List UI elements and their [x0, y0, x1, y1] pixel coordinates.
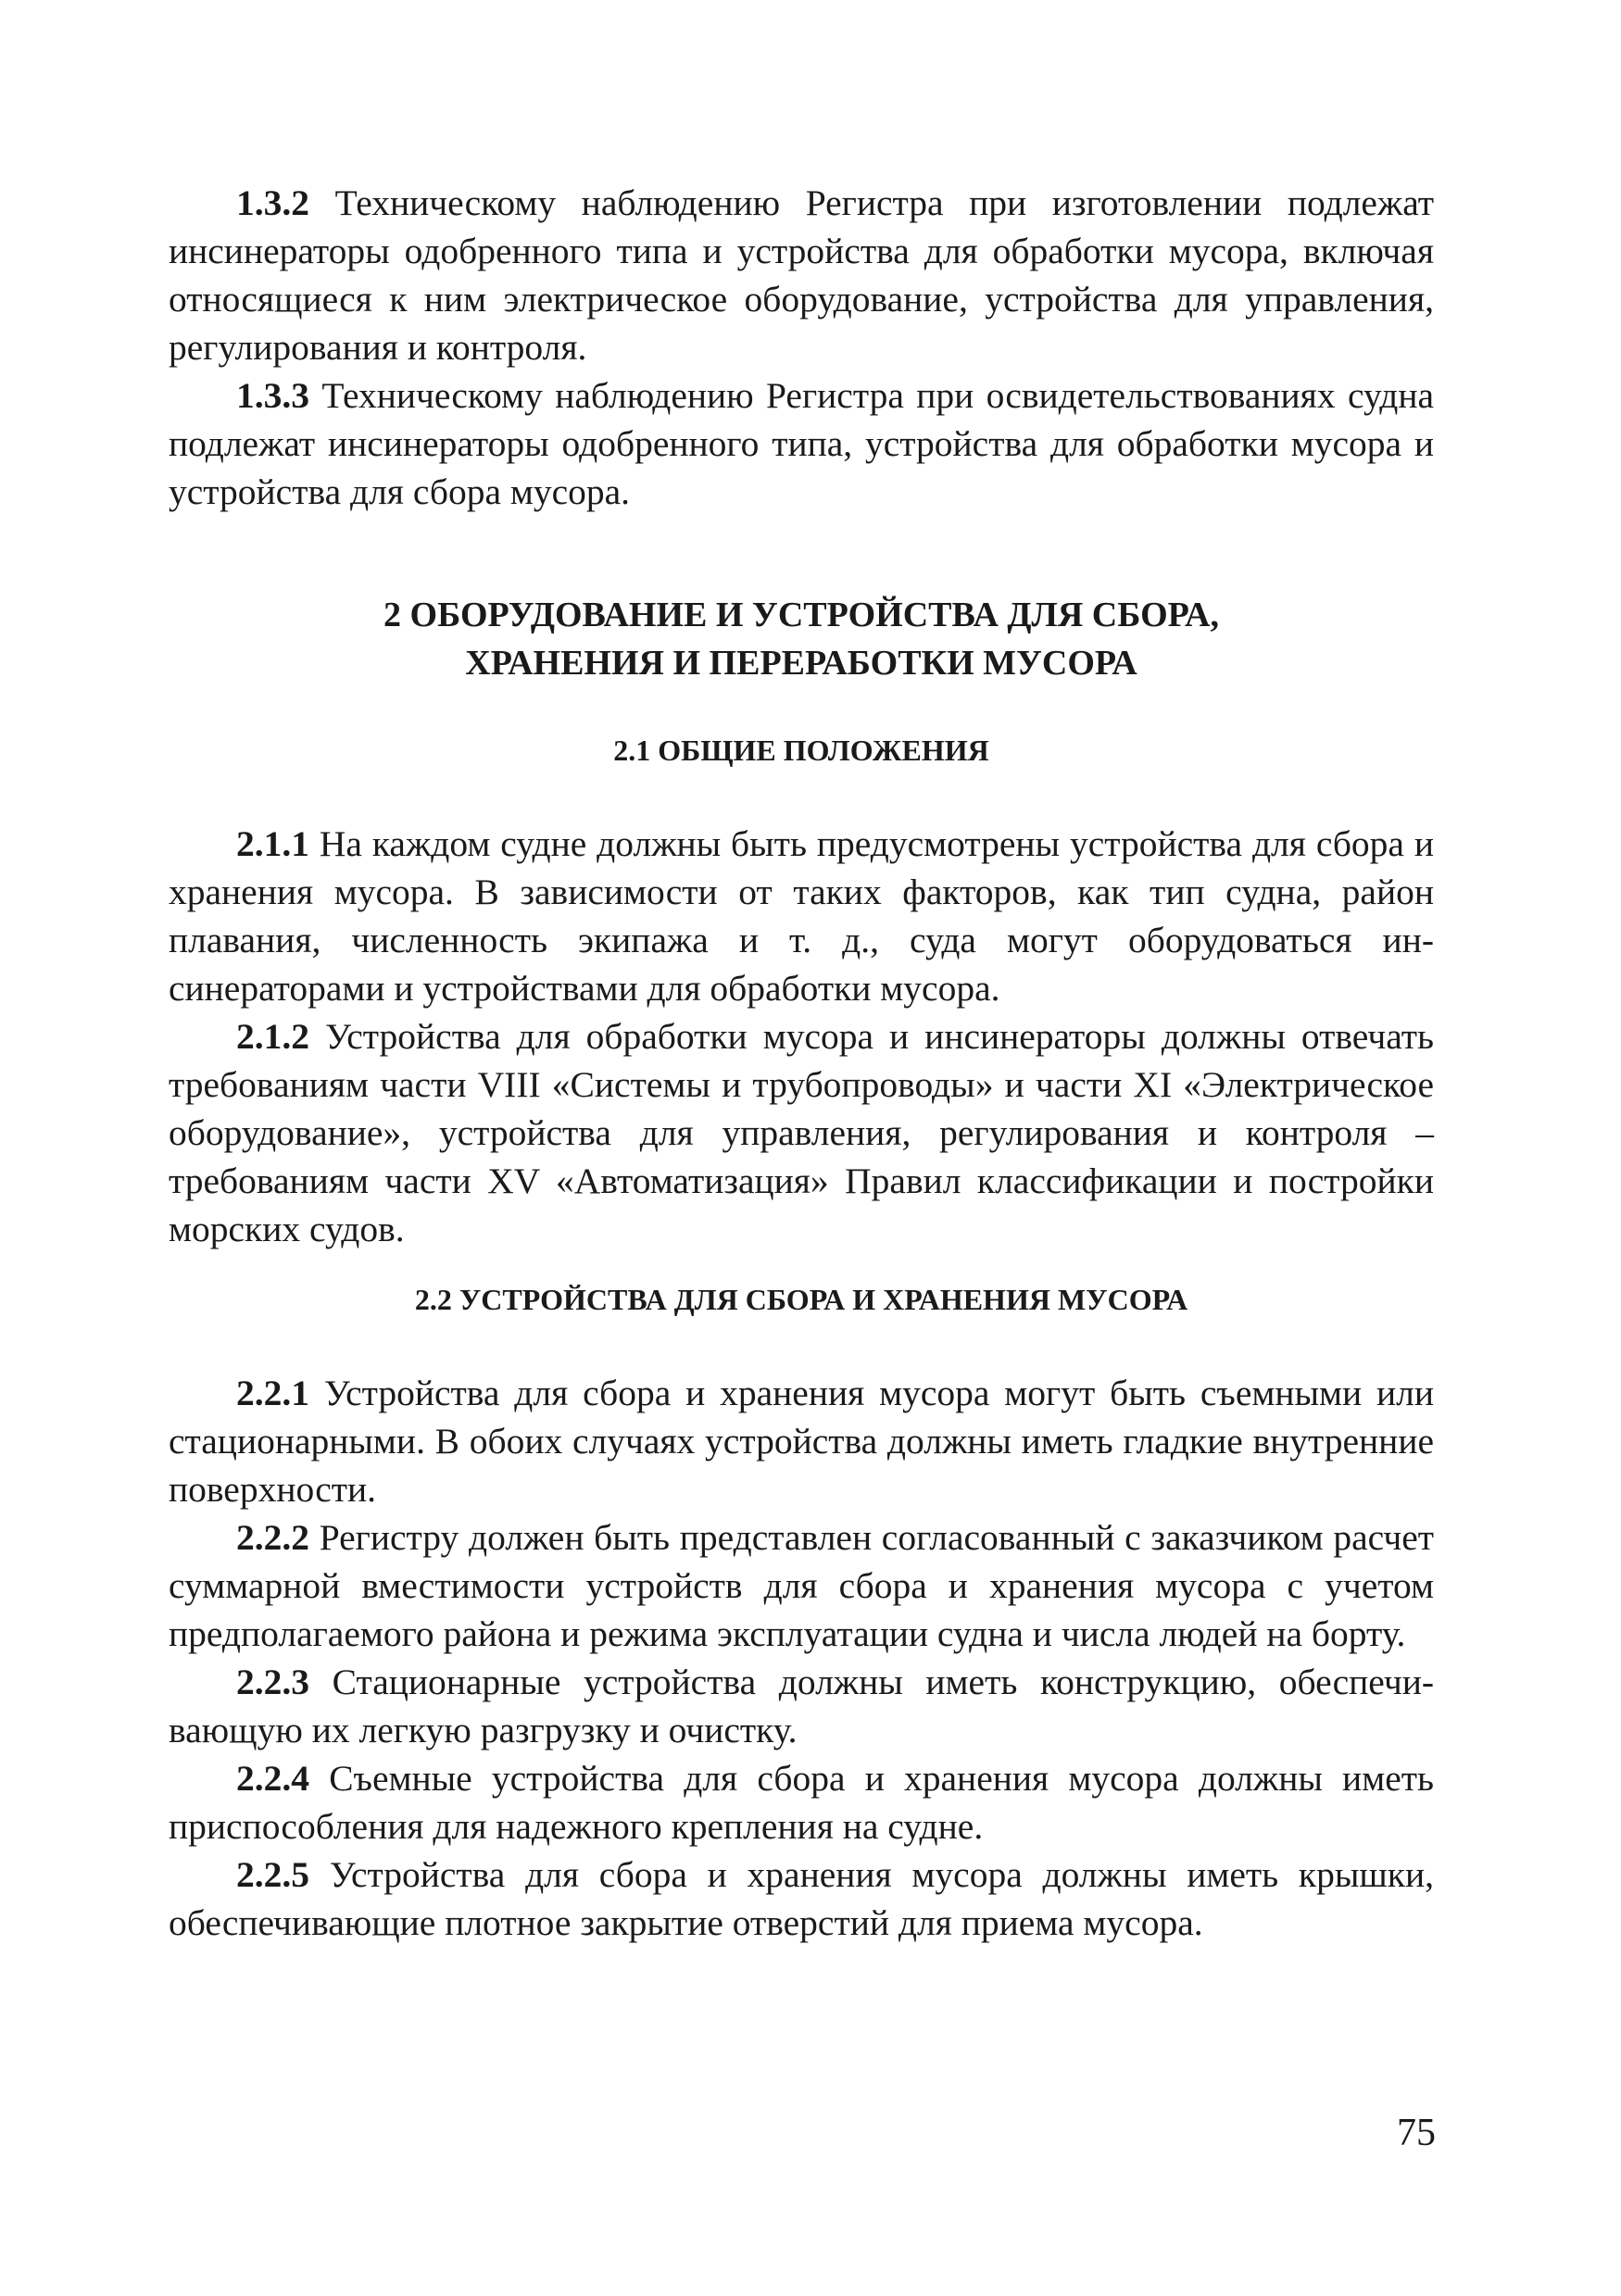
page-number: 75 — [1397, 2112, 1436, 2154]
clause-text: Устройства для обработки мусора и инсинераторы должны отвечать требованиям части VIII «Системы и трубопроводы» и части XI «Электрическое оборудование», устройства для управления, регулирования и контроля – требованиям части XV «Автоматизация» Правил классификации и постройки морских судов. — [169, 1016, 1434, 1249]
paragraph-1-3-2 — [169, 179, 1434, 371]
paragraph-2-2-4 — [169, 1754, 1434, 1851]
clause-text: Устройства для сбора и хранения мусора могут быть съемными или стационарными. В обоих случаях устройства должны иметь гладкие внутренние поверхности. — [169, 1373, 1434, 1510]
section-2-heading — [169, 591, 1434, 687]
clause-number: 2.2.1 — [236, 1373, 309, 1413]
clause-text: Техническому наблюдению Регистра при изготовлении подлежат инсинераторы одобренного типа и устройства для обработки мусора, включая относящиеся к ним электрическое оборудование, устройства для управления, регулирования и контроля. — [169, 182, 1434, 368]
paragraph-2-1-1 — [169, 820, 1434, 1012]
section-2-title-line-1: 2 ОБОРУДОВАНИЕ И УСТРОЙСТВА ДЛЯ СБОРА, — [383, 596, 1219, 634]
clause-number: 2.2.4 — [236, 1758, 309, 1799]
clause-number: 2.2.3 — [236, 1662, 309, 1702]
paragraph-2-2-3 — [169, 1658, 1434, 1754]
section-1-3-text — [169, 179, 1434, 516]
section-2-1-heading: 2.1 ОБЩИЕ ПОЛОЖЕНИЯ — [613, 734, 989, 767]
clause-number: 2.2.5 — [236, 1854, 309, 1895]
section-2-1-text — [169, 820, 1434, 1253]
clause-text: Регистру должен быть представлен согласованный с заказчиком расчет суммарной вместимости устройств для сбора и хранения мусора с учетом предполагаемого района и режима эксплуатации судна и числа людей на борту. — [169, 1517, 1434, 1654]
clause-number: 2.1.1 — [236, 823, 309, 864]
section-2-2-text — [169, 1369, 1434, 1947]
clause-number: 1.3.2 — [236, 182, 309, 223]
paragraph-2-2-2 — [169, 1513, 1434, 1658]
clause-text: На каждом судне должны быть предусмотрены устройства для сбора и хранения мусора. В зависимости от таких факторов, как тип судна, район плавания, численность экипажа и т. д., суда могут оборудоваться инсинераторами и устройствами для обработки мусора. — [169, 823, 1434, 1009]
paragraph-1-3-3 — [169, 371, 1434, 516]
section-2-2-heading: 2.2 УСТРОЙСТВА ДЛЯ СБОРА И ХРАНЕНИЯ МУСОРА — [414, 1283, 1188, 1316]
clause-text: Стационарные устройства должны иметь конструкцию, обеспечивающую их легкую разгрузку и очистку. — [169, 1662, 1434, 1750]
clause-number: 2.1.2 — [236, 1016, 309, 1057]
section-2-title-line-2: ХРАНЕНИЯ И ПЕРЕРАБОТКИ МУСОРА — [465, 644, 1137, 683]
clause-text: Устройства для сбора и хранения мусора должны иметь крышки, обеспечивающие плотное закрытие отверстий для приема мусора. — [169, 1854, 1434, 1943]
paragraph-2-2-1 — [169, 1369, 1434, 1513]
paragraph-2-1-2 — [169, 1012, 1434, 1253]
clause-text: Съемные устройства для сбора и хранения мусора должны иметь приспособления для надежного крепления на судне. — [169, 1758, 1434, 1847]
clause-number: 2.2.2 — [236, 1517, 309, 1558]
paragraph-2-2-5 — [169, 1851, 1434, 1947]
clause-number: 1.3.3 — [236, 375, 309, 416]
clause-text: Техническому наблюдению Регистра при освидетельствованиях судна подлежат инсинераторы одобренного типа, устройства для обработки мусора и устройства для сбора мусора. — [169, 375, 1434, 512]
